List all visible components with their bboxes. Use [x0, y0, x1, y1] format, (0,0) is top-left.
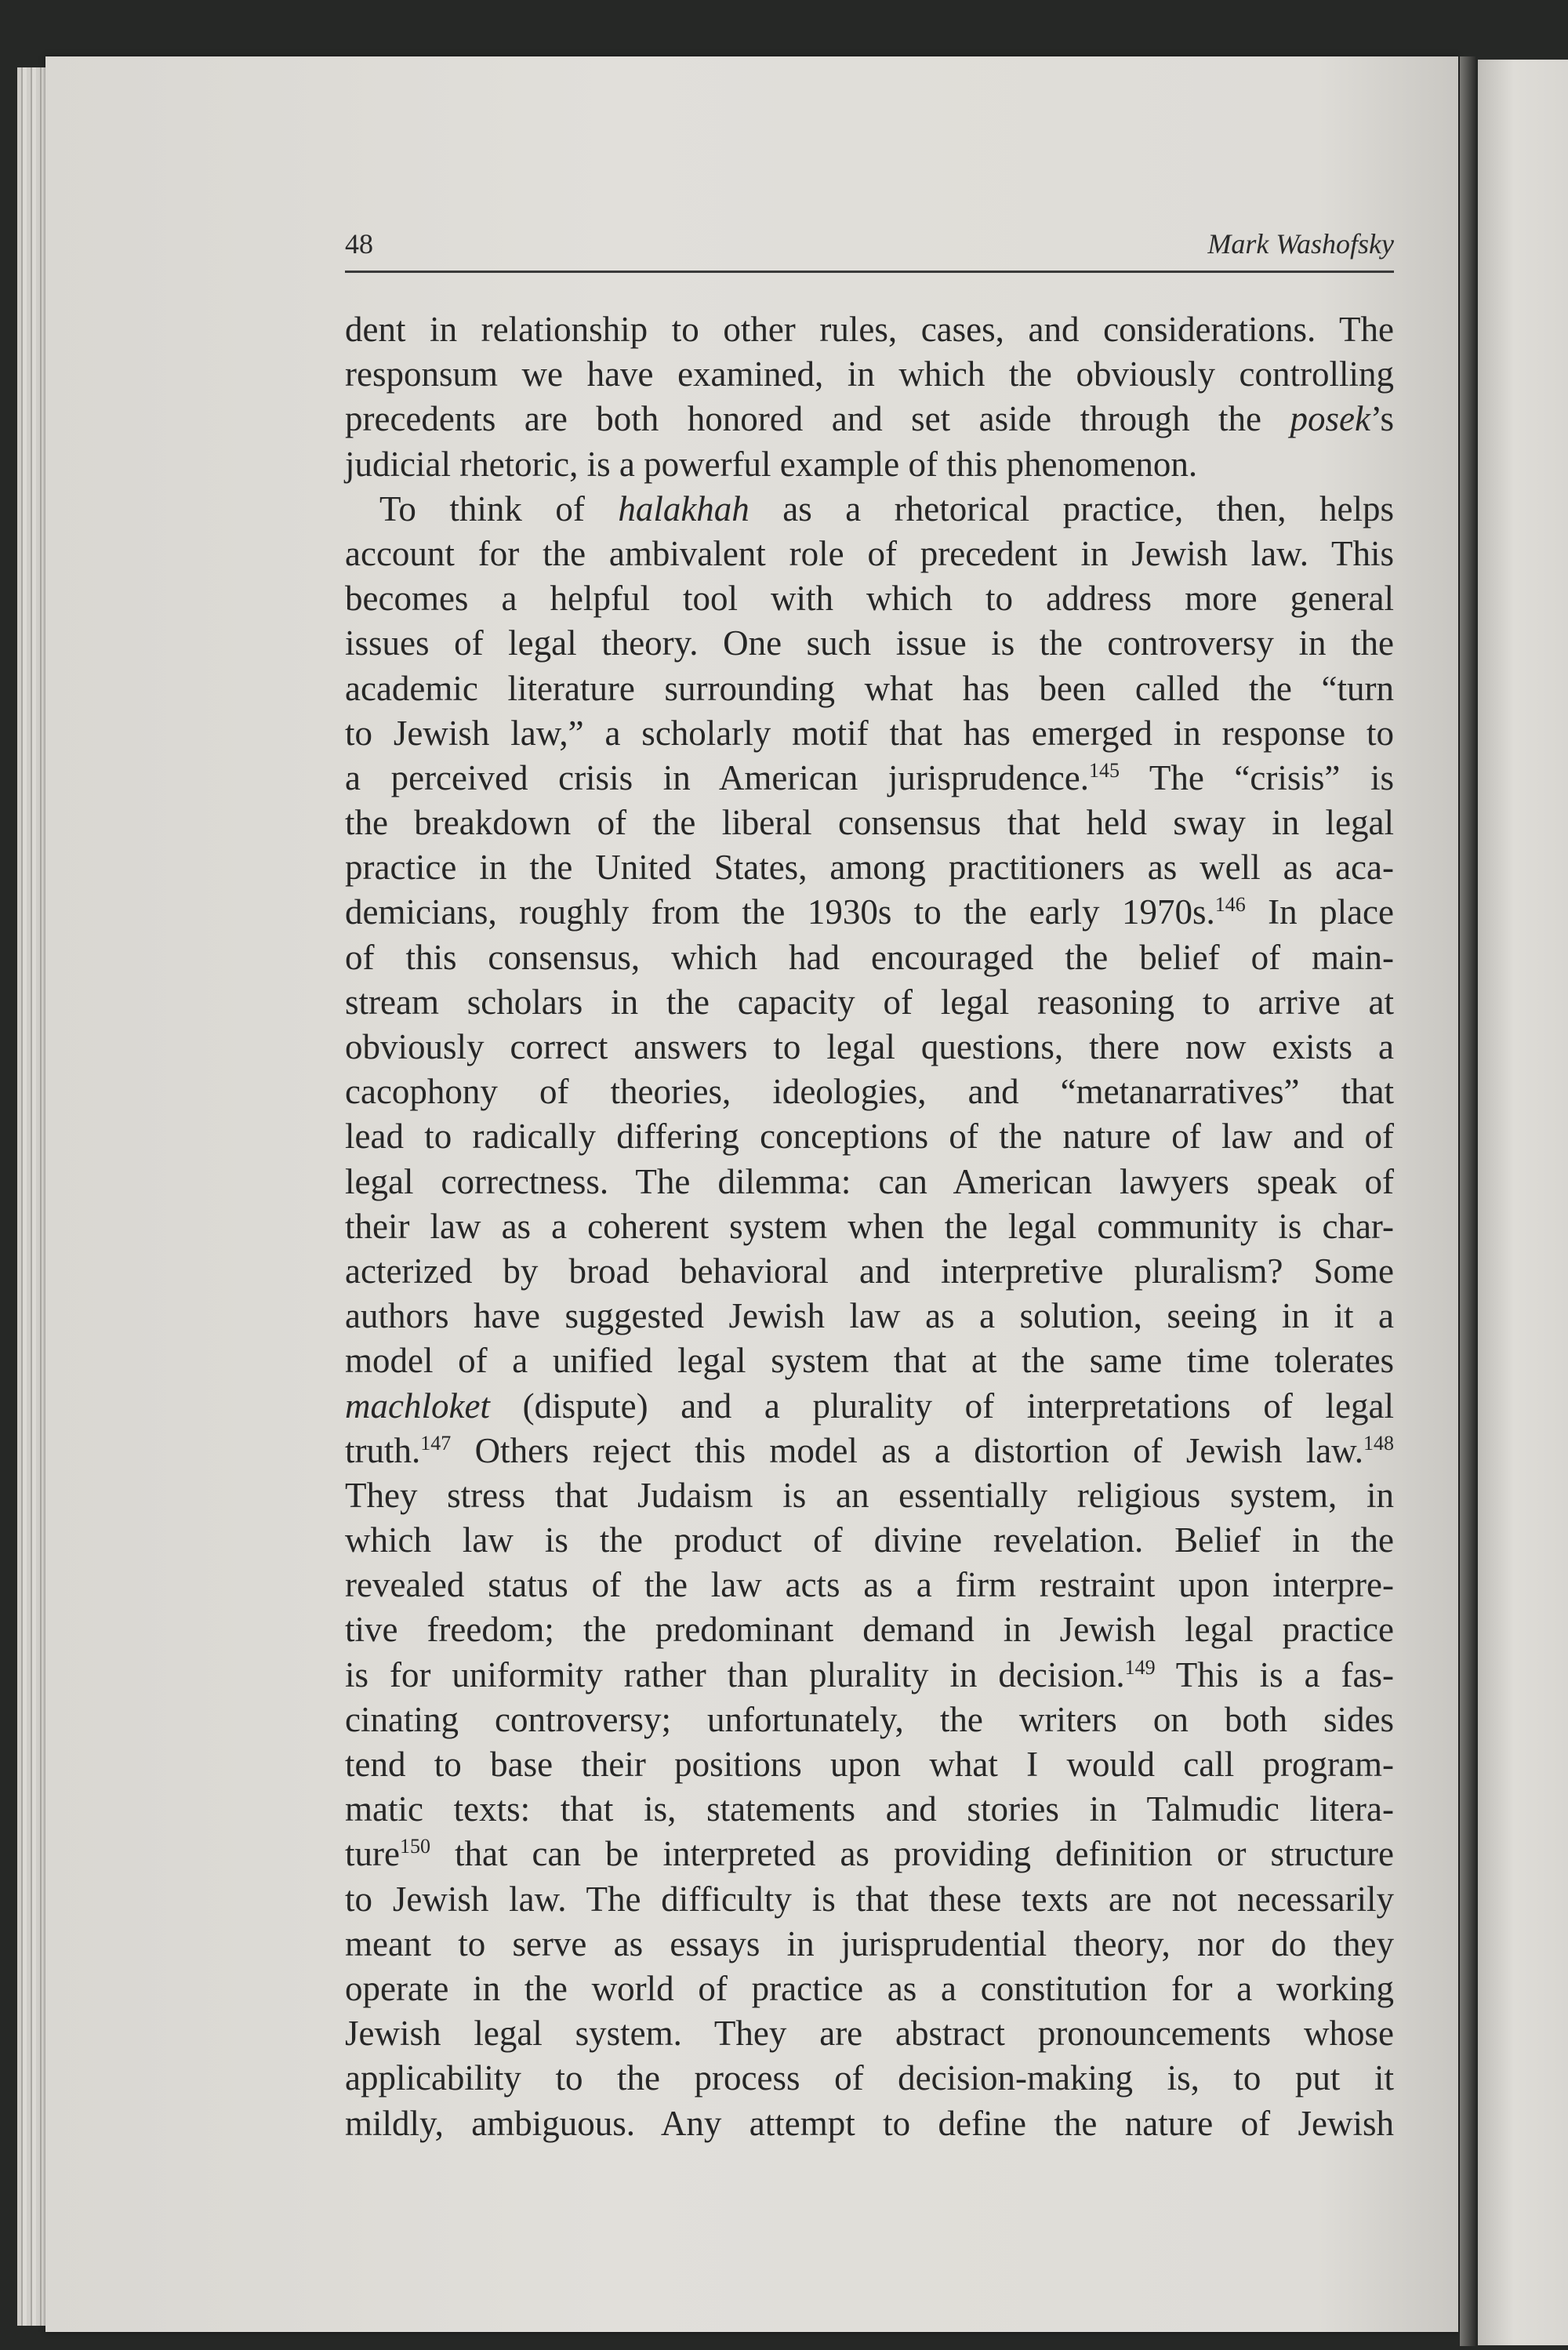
- running-head-author: Mark Washofsky: [1207, 228, 1394, 260]
- text-line: [345, 1384, 1394, 1429]
- text-line: [345, 621, 1394, 666]
- text-line: [345, 1338, 1394, 1383]
- text-line: [345, 890, 1394, 935]
- text-run: account for the ambivalent role of precedent in Jewish law. This: [345, 533, 1394, 573]
- text-run: (dispute) and a plurality of interpretations of legal: [489, 1386, 1394, 1426]
- text-line: [345, 1249, 1394, 1294]
- text-run: tive freedom; the predominant demand in Jewish legal practice: [345, 1610, 1394, 1650]
- text-run: obviously correct answers to legal questions, there now exists a: [345, 1027, 1394, 1066]
- text-run: responsum we have examined, in which the obviously controlling: [345, 354, 1394, 394]
- text-run: To think of: [379, 489, 619, 528]
- text-run: acterized by broad behavioral and interpretive pluralism? Some: [345, 1251, 1394, 1291]
- text-run: to Jewish law. The difficulty is that these texts are not necessarily: [345, 1879, 1394, 1919]
- page-number: 48: [345, 228, 373, 260]
- text-run: Jewish legal system. They are abstract pronouncements whose: [345, 2014, 1394, 2054]
- header-rule: [345, 271, 1394, 273]
- book-gutter: [1460, 56, 1475, 2346]
- footnote-ref: 150: [399, 1835, 430, 1858]
- text-line: [345, 442, 1394, 487]
- text-line: [345, 1787, 1394, 1832]
- italic-term: halakhah: [618, 489, 750, 528]
- text-run: matic texts: that is, statements and stories in Talmudic litera-: [345, 1789, 1394, 1829]
- text-run: which law is the product of divine revelation. Belief in the: [345, 1520, 1394, 1560]
- text-run: operate in the world of practice as a constitution for a working: [345, 1968, 1394, 2008]
- text-line: [345, 1070, 1394, 1114]
- text-run: of this consensus, which had encouraged the belief of main-: [345, 937, 1394, 977]
- text-line: [345, 1518, 1394, 1563]
- running-header: [345, 227, 1394, 273]
- footnote-ref: 146: [1214, 893, 1246, 917]
- text-line: [345, 2101, 1394, 2146]
- text-line: [345, 576, 1394, 621]
- text-run: In place: [1245, 892, 1394, 932]
- text-run: meant to serve as essays in jurisprudential theory, nor do they: [345, 1923, 1394, 1963]
- text-run: authors have suggested Jewish law as a solution, seeing in it a: [345, 1296, 1394, 1336]
- text-line: [345, 666, 1394, 711]
- text-run: the breakdown of the liberal consensus that held sway in legal: [345, 803, 1394, 843]
- text-line: [345, 532, 1394, 576]
- italic-term: posek: [1290, 399, 1370, 439]
- text-run: legal correctness. The dilemma: can American lawyers speak of: [345, 1161, 1394, 1201]
- text-run: model of a unified legal system that at the same time tolerates: [345, 1341, 1394, 1381]
- text-run: ’s: [1370, 399, 1394, 439]
- text-run: lead to radically differing conceptions of the nature of law and of: [345, 1117, 1394, 1157]
- text-line: [345, 1653, 1394, 1698]
- text-line: [345, 1698, 1394, 1742]
- text-run: dent in relationship to other rules, cases, and considerations. The: [345, 310, 1394, 349]
- text-run: revealed status of the law acts as a firm restraint upon interpre-: [345, 1565, 1394, 1605]
- footnote-ref: 148: [1363, 1431, 1394, 1455]
- text-run: tend to base their positions upon what I would call program-: [345, 1745, 1394, 1784]
- text-line: [345, 1607, 1394, 1652]
- text-line: [345, 2056, 1394, 2101]
- text-line: [345, 1473, 1394, 1518]
- text-line: [345, 935, 1394, 980]
- text-run: to Jewish law,” a scholarly motif that has emerged in response to: [345, 713, 1394, 753]
- italic-term: machloket: [345, 1386, 490, 1426]
- text-run: stream scholars in the capacity of legal reasoning to arrive at: [345, 982, 1394, 1022]
- text-line: [345, 1294, 1394, 1338]
- text-run: This is a fas-: [1155, 1654, 1394, 1694]
- text-line: [345, 801, 1394, 845]
- footnote-ref: 147: [420, 1431, 452, 1455]
- text-line: [345, 845, 1394, 890]
- text-line: [345, 2011, 1394, 2056]
- text-run: demicians, roughly from the 1930s to the early 1970s.: [345, 892, 1215, 932]
- text-line: [345, 1025, 1394, 1070]
- text-run: their law as a coherent system when the legal community is char-: [345, 1206, 1394, 1246]
- text-line: [345, 1742, 1394, 1787]
- text-run: as a rhetorical practice, then, helps: [749, 489, 1394, 528]
- text-run: a perceived crisis in American jurisprudence.: [345, 757, 1090, 797]
- text-line: [345, 980, 1394, 1025]
- text-run: mildly, ambiguous. Any attempt to define the nature of Jewish: [345, 2103, 1394, 2143]
- facing-page-edge: [1478, 60, 1568, 2345]
- text-run: The “crisis” is: [1120, 757, 1394, 797]
- text-line: [345, 1160, 1394, 1204]
- text-line: [345, 352, 1394, 397]
- text-run: becomes a helpful tool with which to address more general: [345, 579, 1394, 619]
- text-run: cacophony of theories, ideologies, and “metanarratives” that: [345, 1072, 1394, 1112]
- text-run: practice in the United States, among practitioners as well as aca-: [345, 848, 1394, 888]
- text-line: [345, 756, 1394, 801]
- text-line: [345, 1563, 1394, 1607]
- text-line: [345, 487, 1394, 532]
- text-run: precedents are both honored and set aside through the: [345, 399, 1290, 439]
- text-line: [345, 1429, 1394, 1473]
- text-run: issues of legal theory. One such issue is the controversy in the: [345, 623, 1394, 663]
- text-line: [345, 711, 1394, 756]
- text-run: They stress that Judaism is an essentially religious system, in: [345, 1475, 1394, 1515]
- text-run: applicability to the process of decision-making is, to put it: [345, 2058, 1394, 2098]
- text-run: cinating controversy; unfortunately, the writers on both sides: [345, 1699, 1394, 1739]
- footnote-ref: 145: [1089, 758, 1120, 782]
- text-line: [345, 1877, 1394, 1922]
- text-line: [345, 1967, 1394, 2011]
- text-run: academic literature surrounding what has been called the “turn: [345, 668, 1394, 708]
- text-line: [345, 1204, 1394, 1249]
- text-line: [345, 1922, 1394, 1967]
- footnote-ref: 149: [1124, 1655, 1156, 1679]
- text-run: is for uniformity rather than plurality in decision.: [345, 1654, 1125, 1694]
- text-run: that can be interpreted as providing definition or structure: [430, 1834, 1394, 1874]
- text-run: Others reject this model as a distortion of Jewish law.: [451, 1430, 1363, 1470]
- text-run: judicial rhetoric, is a powerful example of this phenomenon.: [345, 444, 1198, 484]
- text-line: [345, 307, 1394, 352]
- text-line: [345, 397, 1394, 441]
- text-run: truth.: [345, 1430, 421, 1470]
- text-line: [345, 1114, 1394, 1159]
- text-line: [345, 1832, 1394, 1876]
- text-run: ture: [345, 1834, 400, 1874]
- body-text: [345, 307, 1394, 2146]
